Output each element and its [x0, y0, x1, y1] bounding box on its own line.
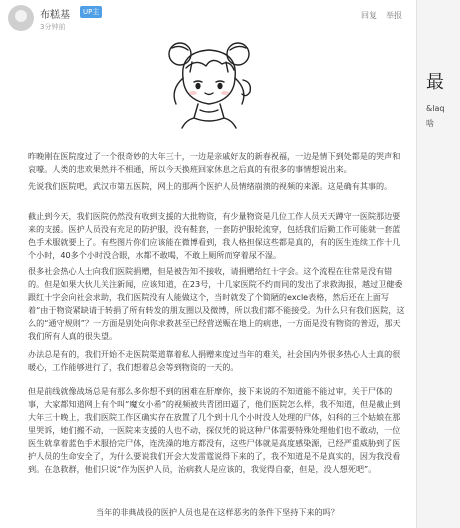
paragraph-7: 当年的非典战役的医护人员也是在这样恶劣的条件下坚持下来的吗？: [96, 507, 339, 517]
paragraph-5: 办法总是有的，我们开始不走医院渠道靠着私人捐赠来度过当年的难关，社会国内外很多热心人士真的很暖心，工作能够进行了，我们想着总会等到物资的一天的。: [28, 349, 401, 372]
timestamp: 3分钟前: [40, 23, 66, 31]
comment-header: [0, 0, 416, 36]
up-badge: UP主: [80, 6, 102, 18]
sidebar-title: 最: [426, 72, 444, 93]
anime-girl-sticker-icon: [150, 38, 268, 134]
report-button[interactable]: 举报: [386, 11, 402, 20]
sidebar-text-1[interactable]: &laq: [426, 104, 445, 113]
paragraph-2: 先说我们医院吧，武汉市第五医院，网上的那两个医护人员情绪崩溃的视频的来源。这是确有其事的。: [28, 181, 393, 191]
paragraph-3: 截止到今天，我们医院仍然没有收到支援的大批物资，有少量物资是几位工作人员天天蹲守一医院那边要来的支援。医护人员没有充足的防护服，没有鞋套，一套防护服轮流穿，包括我们后勤工作可能就一套蓝色手术服就要上了。有些图片你们应该能在微博看到，我人格担保这些都是真的，有的医生连续工作十几个小时，40多个小时没合眼，水都不敢喝，不敢上厕所而穿着尿不湿。: [28, 211, 401, 260]
paragraph-4: 很多社会热心人士向我们医院捐赠，但是被告知不接收，请捐赠给红十字会。这个流程在往常是没有错的。但是如果大伙儿关注新闻，应该知道，在23号，十几家医院不约而同的发出了求救海报，越过卫健委跟红十字会向社会求助，我们医院没有人能做这个，当时就发了个简陋的excle表格，然后还在上面写着“由于物资紧缺请于转捐了所有转发的朋友圈以及微博，所以我们都不能接受。为什么只有我们医院，这么的“通守规则”？一方面是别处向你求救甚至已经营送赈在地上的病患，一方面是没有物资的普迈，那天我们所有人真的很失望。: [28, 266, 405, 341]
sidebar-text-2[interactable]: 啥: [426, 119, 434, 128]
reply-button[interactable]: 回复: [361, 11, 377, 20]
avatar[interactable]: [8, 5, 34, 31]
paragraph-6: 但是前线就像战场总是有那么多你想不到的困难在肝摩你，接下来说的不知道能不能过审，关于尸体的事，大家都知道网上有个叫“魔女小希”的视频被共青团田逼了，他们医院怎么样，我不知道，但是截止到大年三十晚上，我们医院工作区确实存在放置了几个到十几个小时没人处理的尸体，妇科的三个姑娘在那里哭诉，她们搬不动，一医院来支援的人也不动，探仅凭的说这种尸体需要特殊处理他们也不敢动，一位医生就拿着蓝色手术服拾完尸体，连洗澡的地方都没有，这些尸体就是高度感染源，已经严重威胁到了医护人员的生命安全了，为什么要说我们开会大发雷霆说得下来的了，我不知道是不是真实的，因为我没看到。在急救群，他们只说“作为医护人员，治病救人是应该的，我觉得自豪，但是，没人想死吧”。: [28, 386, 401, 474]
paragraph-1: 昨晚刚在医院度过了一个很奇妙的大年三十，一边是亲戚好友的新春祝福，一边是情下到处都是的哭声和哀嚎。人类的悲欢果然并不相通，所以今天换班回家休息之后真的有很多的事情想说出来。: [28, 151, 401, 174]
username[interactable]: 布糕基: [40, 10, 70, 21]
